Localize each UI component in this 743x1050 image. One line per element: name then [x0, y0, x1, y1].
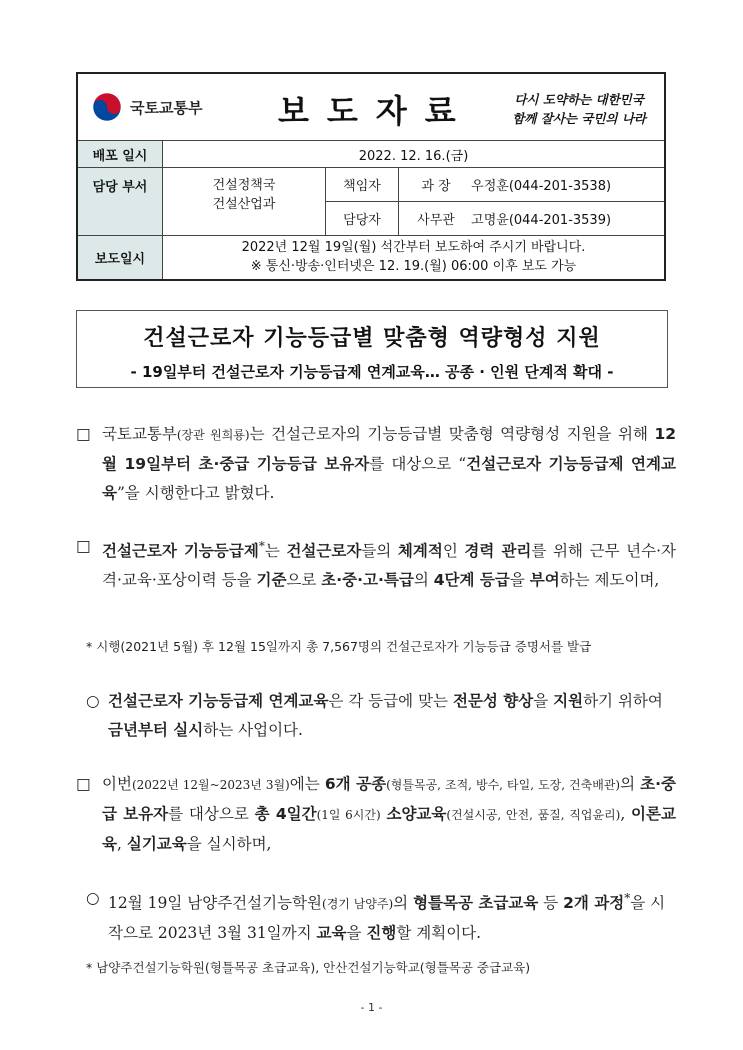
masthead: [77, 73, 665, 141]
text-span: 12월 19일 남양주건설기능학원: [108, 894, 323, 913]
responsible-title: 과 장: [421, 179, 451, 194]
text-span: 국토교통부: [102, 425, 177, 443]
square-bullet-icon: □: [76, 425, 91, 443]
text-span: (2022년 12월~2023년 3월): [131, 778, 290, 792]
footnote-1: * 시행(2021년 5월) 후 12월 15일까지 총 7,567명의 건설근로자가 기능등급 증명서를 발급: [86, 639, 592, 654]
text-span: 의: [393, 894, 414, 913]
emphasis: 경력 관리: [464, 542, 532, 561]
responsible-info: [399, 168, 666, 202]
contact-name: 고명윤(044-201-3539): [471, 213, 612, 228]
slogan-line-1: 다시 도약하는 대한민국: [514, 92, 644, 107]
emphasis: 건설근로자 기능등급제: [102, 542, 259, 561]
circle-bullet-icon: ○: [86, 692, 100, 710]
slogan: [512, 90, 646, 128]
emphasis: 2개 과정: [563, 894, 625, 913]
text-span: ”을 시행한다고 밝혔다.: [116, 484, 275, 502]
sub-paragraph-1: [86, 687, 676, 745]
paragraph-2: [76, 532, 676, 595]
text-span: 을 시작으로 2023년 3월 31일까지: [108, 894, 666, 943]
text-span: (장관 원희룡): [176, 428, 250, 442]
emphasis: 전문성 향상: [452, 692, 534, 710]
emphasis: 진행: [366, 924, 397, 943]
text-span: 를 대상으로 “: [369, 455, 467, 473]
emphasis: 12월 19일부터 초·중급 기능등급 보유자: [102, 425, 677, 473]
emphasis: 건설근로자: [286, 542, 362, 561]
contact-label: 담당자: [326, 202, 399, 236]
text-span: 은 각 등급에 맞는: [328, 692, 453, 710]
text-span: 의: [620, 775, 641, 793]
text-span: ,: [620, 805, 632, 823]
footnote-marker: *: [258, 539, 265, 553]
contact-info: [399, 202, 666, 236]
emphasis: 실기교육: [126, 835, 187, 853]
release-label: 보도일시: [77, 236, 163, 280]
distribution-date: 2022. 12. 16.(금): [163, 141, 666, 168]
text-span: 는: [264, 542, 287, 561]
text-span: 는 건설근로자의 기능등급별 맞춤형 역량형성 지원을 위해: [249, 425, 655, 443]
release-line-2: ※ 통신·방송·인터넷은 12. 19.(월) 06:00 이후 보도 가능: [250, 259, 577, 275]
contact-title: 사무관: [417, 213, 455, 228]
text-span: (경기 남양주): [322, 897, 394, 912]
emphasis: 총 4일간: [254, 805, 317, 823]
headline-box: [76, 310, 668, 388]
dept-names: [163, 168, 326, 236]
release-info: [163, 236, 666, 280]
dept-line-2: 건설산업과: [212, 197, 276, 212]
square-bullet-icon: □: [76, 775, 91, 793]
emphasis: 건설근로자 기능등급제 연계교육: [108, 692, 329, 710]
text-span: 을: [346, 924, 367, 943]
text-span: 이번: [102, 775, 132, 793]
ministry-logo-icon: [92, 92, 122, 122]
text-span: 을: [533, 692, 554, 710]
paragraph-3: [76, 770, 676, 859]
text-span: 할 계획이다.: [396, 924, 482, 943]
emphasis: 6개 공종: [324, 775, 387, 793]
text-span: 등: [538, 894, 564, 913]
emphasis: 이론교육: [102, 805, 676, 853]
sub-paragraph-2: [86, 884, 676, 948]
footnote-2: * 남양주건설기능학원(형틀목공 초급교육), 안산건설기능학교(형틀목공 중급교육): [86, 960, 531, 975]
text-span: ,: [116, 835, 127, 853]
text-span: 을 실시하며,: [186, 835, 272, 853]
emphasis: 체계적: [397, 542, 443, 561]
emphasis: 부여: [529, 571, 560, 590]
emphasis: 형틀목공 초급교육: [413, 894, 539, 913]
text-span: (1일 6시간): [316, 808, 381, 822]
headline-title: 건설근로자 기능등급별 맞춤형 역량형성 지원: [143, 326, 601, 351]
text-span: 들의: [361, 542, 398, 561]
footnote-marker: *: [624, 891, 631, 905]
header-table: [76, 72, 666, 281]
document-type-title: 보도자료: [278, 92, 474, 130]
text-span: 하는 사업이다.: [203, 721, 303, 739]
text-span: (건설시공, 안전, 품질, 직업윤리): [446, 808, 621, 822]
emphasis: 4단계 등급: [433, 571, 510, 590]
emphasis: 금년부터 실시: [108, 721, 204, 739]
text-span: 하기 위하여: [583, 692, 663, 710]
dept-label: 담당 부서: [77, 168, 163, 236]
text-span: 인: [442, 542, 465, 561]
text-span: 의: [413, 571, 434, 590]
circle-bullet-icon: ○: [86, 889, 100, 907]
text-span: 으로: [286, 571, 322, 590]
text-span: 에는: [289, 775, 325, 793]
text-span: 을: [509, 571, 530, 590]
release-line-1: 2022년 12월 19일(월) 석간부터 보도하여 주시기 바랍니다.: [241, 240, 586, 256]
responsible-label: 책임자: [326, 168, 399, 202]
emphasis: 건설근로자 기능등급제 연계교육: [102, 455, 676, 502]
paragraph-1: [76, 420, 676, 508]
text-span: (형틀목공, 조적, 방수, 타일, 도장, 건축배관): [386, 778, 621, 792]
slogan-line-2: 함께 잘사는 국민의 나라: [512, 111, 646, 126]
emphasis: 기준: [256, 571, 287, 590]
emphasis: 지원: [553, 692, 584, 710]
responsible-name: 우정훈(044-201-3538): [471, 179, 612, 194]
emphasis: 교육: [316, 924, 347, 943]
distribution-label: 배포 일시: [77, 141, 163, 168]
page-number: - 1 -: [360, 1001, 383, 1014]
emphasis: 초·중·고·특급: [321, 571, 414, 590]
headline-subtitle: - 19일부터 건설근로자 기능등급제 연계교육… 공종 · 인원 단계적 확대 -: [130, 363, 614, 381]
text-span: 를 대상으로: [168, 805, 255, 823]
emphasis: 초·중급 보유자: [102, 775, 677, 823]
text-span: 를 위해 근무 년수·자격·교육·포상이력 등을: [102, 542, 677, 590]
text-span: 하는 제도이며,: [559, 571, 660, 590]
emphasis: 소양교육: [386, 805, 447, 823]
org-name: 국토교통부: [130, 99, 203, 117]
dept-line-1: 건설정책국: [212, 178, 276, 193]
square-bullet-icon: □: [76, 537, 91, 555]
